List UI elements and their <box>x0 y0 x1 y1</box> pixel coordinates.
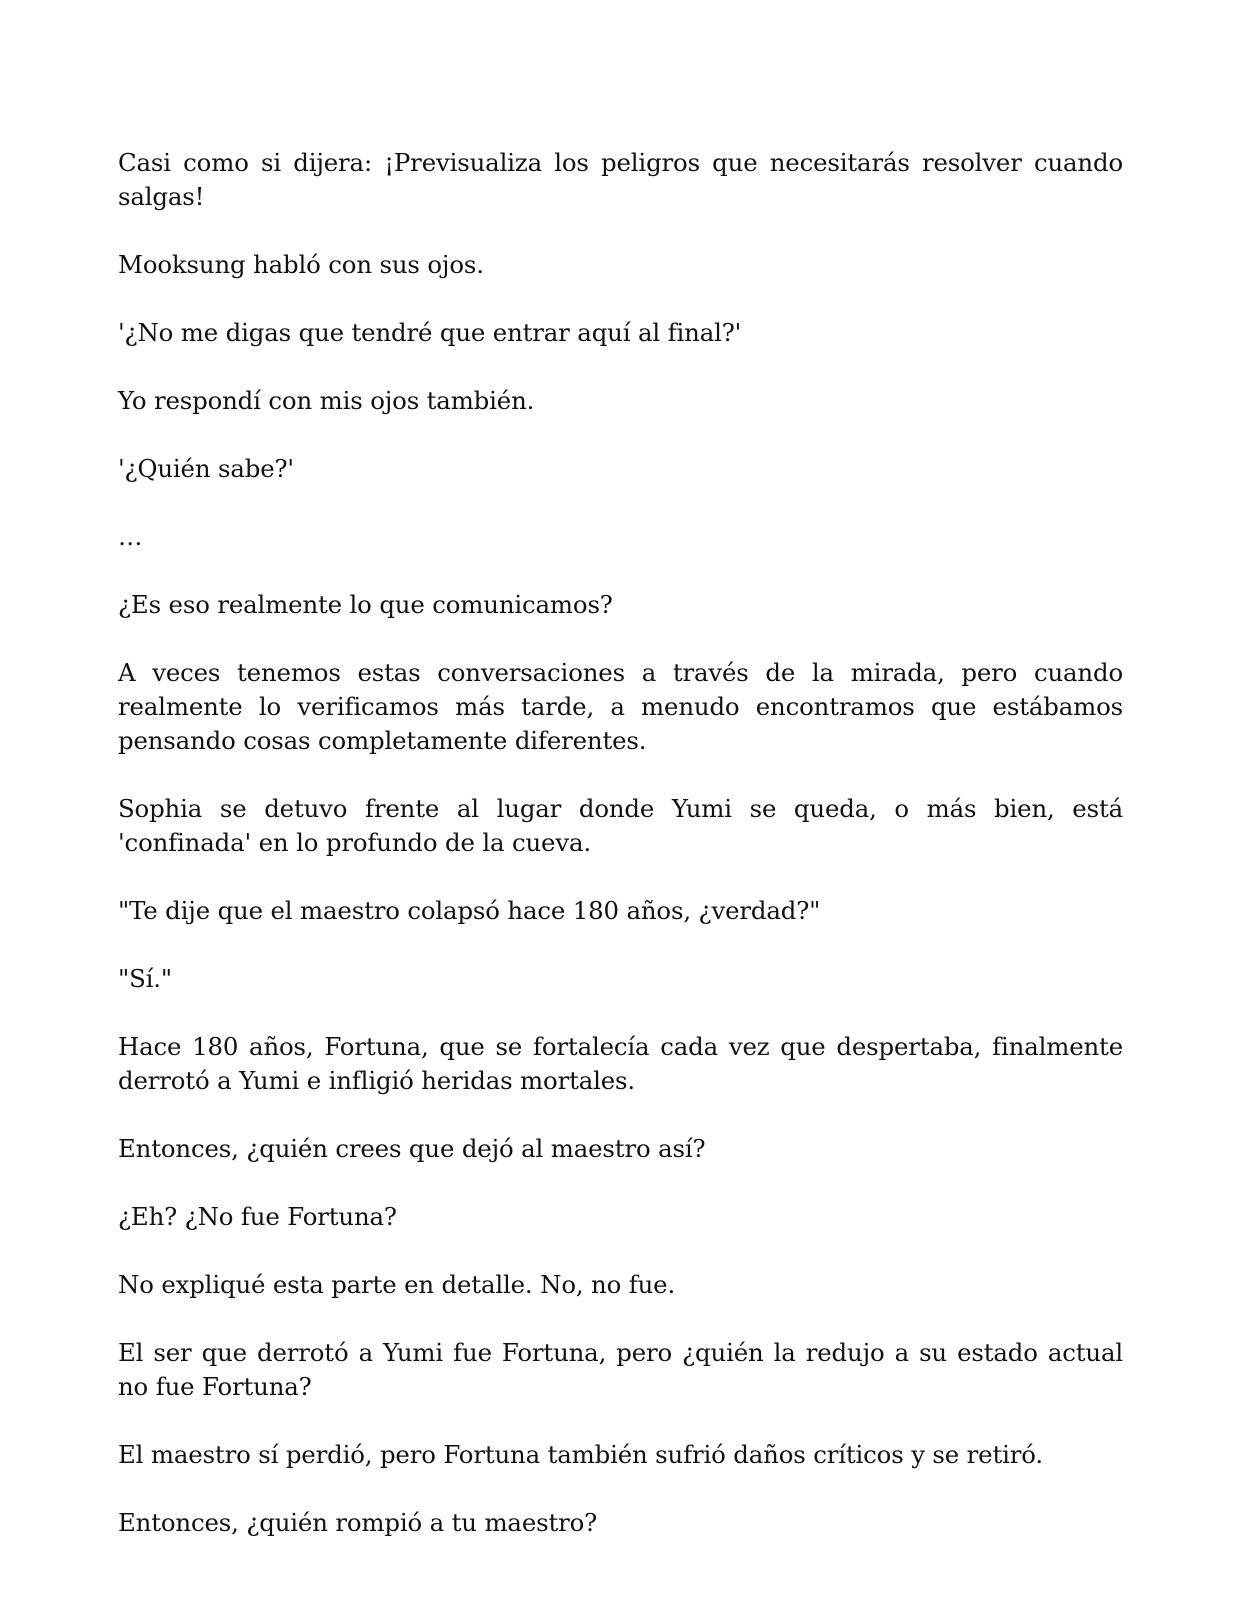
paragraph-18: Entonces, ¿quién rompió a tu maestro? <box>118 1508 598 1537</box>
paragraph-3: '¿No me digas que tendré que entrar aquí al final?' <box>118 318 742 347</box>
paragraph-9: Sophia se detuvo frente al lugar donde Yumi se queda, o más bien, está 'confinada' en lo profundo de la cueva. <box>118 794 1123 857</box>
document-body <box>118 146 1123 1540</box>
paragraph-16: El ser que derrotó a Yumi fue Fortuna, pero ¿quién la redujo a su estado actual no fue Fortuna? <box>118 1338 1123 1401</box>
paragraph-12: Hace 180 años, Fortuna, que se fortalecía cada vez que despertaba, finalmente derrotó a Yumi e infligió heridas mortales. <box>118 1032 1123 1095</box>
paragraph-15: No expliqué esta parte en detalle. No, no fue. <box>118 1270 676 1299</box>
paragraph-13: Entonces, ¿quién crees que dejó al maestro así? <box>118 1134 706 1163</box>
paragraph-10: "Te dije que el maestro colapsó hace 180 años, ¿verdad?" <box>118 896 821 925</box>
paragraph-6-ellipsis: … <box>118 522 143 551</box>
paragraph-7: ¿Es eso realmente lo que comunicamos? <box>118 590 613 619</box>
paragraph-4: Yo respondí con mis ojos también. <box>118 386 535 415</box>
paragraph-17: El maestro sí perdió, pero Fortuna también sufrió daños críticos y se retiró. <box>118 1440 1043 1469</box>
paragraph-11: "Sí." <box>118 964 172 993</box>
paragraph-5: '¿Quién sabe?' <box>118 454 294 483</box>
paragraph-2: Mooksung habló con sus ojos. <box>118 250 484 279</box>
paragraph-14: ¿Eh? ¿No fue Fortuna? <box>118 1202 397 1231</box>
paragraph-1: Casi como si dijera: ¡Previsualiza los peligros que necesitarás resolver cuando salgas! <box>118 148 1123 211</box>
paragraph-8: A veces tenemos estas conversaciones a través de la mirada, pero cuando realmente lo verificamos más tarde, a menudo encontramos que estábamos pensando cosas completamente diferentes. <box>118 658 1123 755</box>
